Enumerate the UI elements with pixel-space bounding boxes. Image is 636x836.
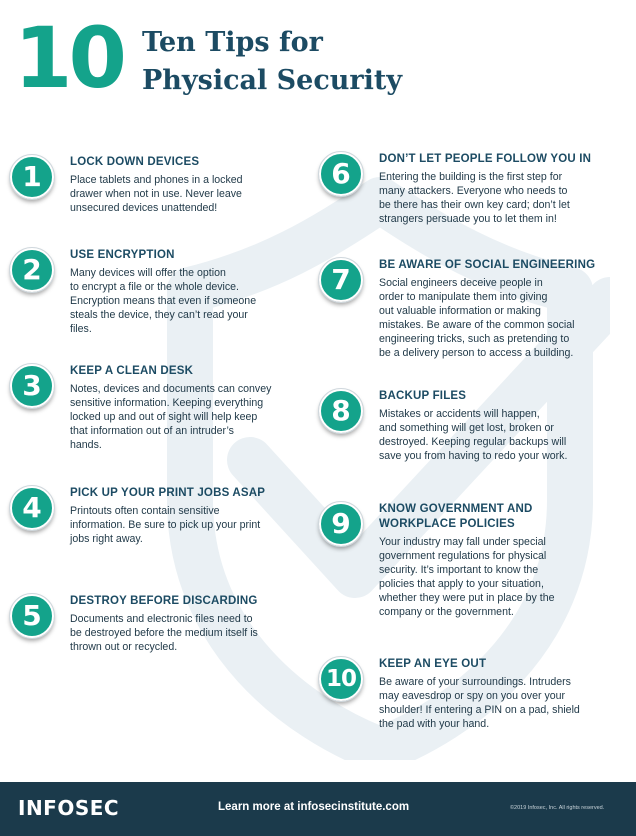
tip-heading: BE AWARE OF SOCIAL ENGINEERING xyxy=(379,259,596,271)
tip-body-line: and something will get lost, broken or xyxy=(379,421,554,434)
tip-body-line: jobs right away. xyxy=(70,532,143,545)
tip-body-line: order to manipulate them into giving xyxy=(379,290,548,303)
tip-body xyxy=(379,676,580,732)
tip-body-line: Social engineers deceive people in xyxy=(379,277,543,289)
tip-body-line: be a delivery person to access a building. xyxy=(379,346,574,359)
learn-more-link[interactable]: Learn more at infosecinstitute.com xyxy=(218,801,410,813)
tip-heading: DESTROY BEFORE DISCARDING xyxy=(70,595,258,607)
tip-heading: KEEP AN EYE OUT xyxy=(379,658,487,670)
page-title xyxy=(142,24,402,100)
tip-body xyxy=(70,383,271,453)
tip-heading: USE ENCRYPTION xyxy=(70,249,175,261)
tip-body xyxy=(70,174,243,216)
header-big-number: 10 xyxy=(14,9,123,107)
tip-body xyxy=(379,277,574,360)
tip-body-line: Your industry may fall under special xyxy=(379,536,546,548)
tip-body-line: shoulder! If entering a PIN on a pad, shield xyxy=(379,703,580,716)
tip-heading: BACKUP FILES xyxy=(379,390,467,402)
tip-body-line: steals the device, they can’t read your xyxy=(70,308,248,321)
tip-number-badge: 7 xyxy=(319,258,363,302)
tip-heading: LOCK DOWN DEVICES xyxy=(70,156,200,168)
tip-number-badge: 9 xyxy=(319,502,363,546)
tip-body-line: Place tablets and phones in a locked xyxy=(70,174,243,186)
tip-heading: DON’T LET PEOPLE FOLLOW YOU IN xyxy=(379,153,592,165)
tip-body xyxy=(379,171,570,227)
tip-body-line: thrown out or recycled. xyxy=(70,640,178,653)
infosec-logo: INFOSEC xyxy=(18,796,120,820)
tip-body-line: be destroyed before the medium itself is xyxy=(70,626,258,639)
tip-number-badge: 5 xyxy=(10,594,54,638)
tip-body xyxy=(70,505,260,547)
tip-body xyxy=(70,267,256,337)
tip-number-badge: 3 xyxy=(10,364,54,408)
tip-number-badge: 8 xyxy=(319,389,363,433)
tip-body-line: files. xyxy=(70,322,92,335)
tip-body-line: policies that apply to your situation, xyxy=(379,577,544,590)
tip-body-line: mistakes. Be aware of the common social xyxy=(379,318,575,331)
tip-number-badge: 2 xyxy=(10,248,54,292)
tip-number-badge: 10 xyxy=(319,657,363,701)
tip-body-line: Entering the building is the first step for xyxy=(379,171,563,183)
tip-body-line: that information out of an intruder’s xyxy=(70,424,234,437)
page-title-line-1: Ten Tips for xyxy=(142,27,323,58)
tip-body-line: sensitive information. Keeping everything xyxy=(70,396,264,409)
tip-body-line: strangers persuade you to let them in! xyxy=(379,212,557,225)
tip-body-line: Notes, devices and documents can convey xyxy=(70,383,272,395)
tip-body-line: company or the government. xyxy=(379,605,514,618)
tip-body-line: hands. xyxy=(70,438,102,451)
tip-body xyxy=(379,536,555,619)
tip-number-badge: 1 xyxy=(10,155,54,199)
tip-body-line: drawer when not in use. Never leave xyxy=(70,187,242,200)
tip-body-line: locked up and out of sight will help keep xyxy=(70,410,258,423)
tip-body-line: Mistakes or accidents will happen, xyxy=(379,408,540,420)
tip-heading-line: KNOW GOVERNMENT AND xyxy=(379,503,533,515)
tip-body xyxy=(70,613,258,655)
tip-body-line: whether they were put in place by the xyxy=(379,591,555,604)
footer-bar xyxy=(0,782,636,836)
tip-heading: PICK UP YOUR PRINT JOBS ASAP xyxy=(70,487,266,499)
tip-body-line: destroyed. Keeping regular backups will xyxy=(379,435,567,448)
tip-body-line: Encryption means that even if someone xyxy=(70,294,257,307)
tip-body-line: out valuable information or making xyxy=(379,304,541,317)
tip-body-line: engineering tricks, such as pretending to xyxy=(379,332,570,345)
tip-body-line: government regulations for physical xyxy=(379,549,547,562)
tip-heading-line: WORKPLACE POLICIES xyxy=(379,518,515,530)
tip-body-line: save you from having to redo your work. xyxy=(379,449,568,462)
tip-number-badge: 4 xyxy=(10,486,54,530)
tip-body xyxy=(379,408,567,464)
tip-body-line: Printouts often contain sensitive xyxy=(70,505,220,517)
tip-body-line: be there has their own key card; don’t let xyxy=(379,198,570,211)
tip-number-badge: 6 xyxy=(319,152,363,196)
tip-body-line: Documents and electronic files need to xyxy=(70,613,253,625)
tip-body-line: many attackers. Everyone who needs to xyxy=(379,184,568,197)
tip-body-line: information. Be sure to pick up your print xyxy=(70,518,261,531)
tip-body-line: Many devices will offer the option xyxy=(70,267,226,279)
tip-body-line: to encrypt a file or the whole device. xyxy=(70,280,240,293)
page-title-line-2: Physical Security xyxy=(142,65,403,96)
copyright-notice: ©2019 Infosec, Inc. All rights reserved. xyxy=(510,805,605,811)
tip-body-line: security. It’s important to know the xyxy=(379,563,539,576)
tip-heading: KEEP A CLEAN DESK xyxy=(70,365,194,377)
tip-body-line: Be aware of your surroundings. Intruders xyxy=(379,676,571,688)
tip-body-line: the pad with your hand. xyxy=(379,717,490,730)
tip-body-line: unsecured devices unattended! xyxy=(70,201,218,214)
tip-heading xyxy=(379,502,533,532)
tip-body-line: may eavesdrop or spy on you over your xyxy=(379,689,566,702)
